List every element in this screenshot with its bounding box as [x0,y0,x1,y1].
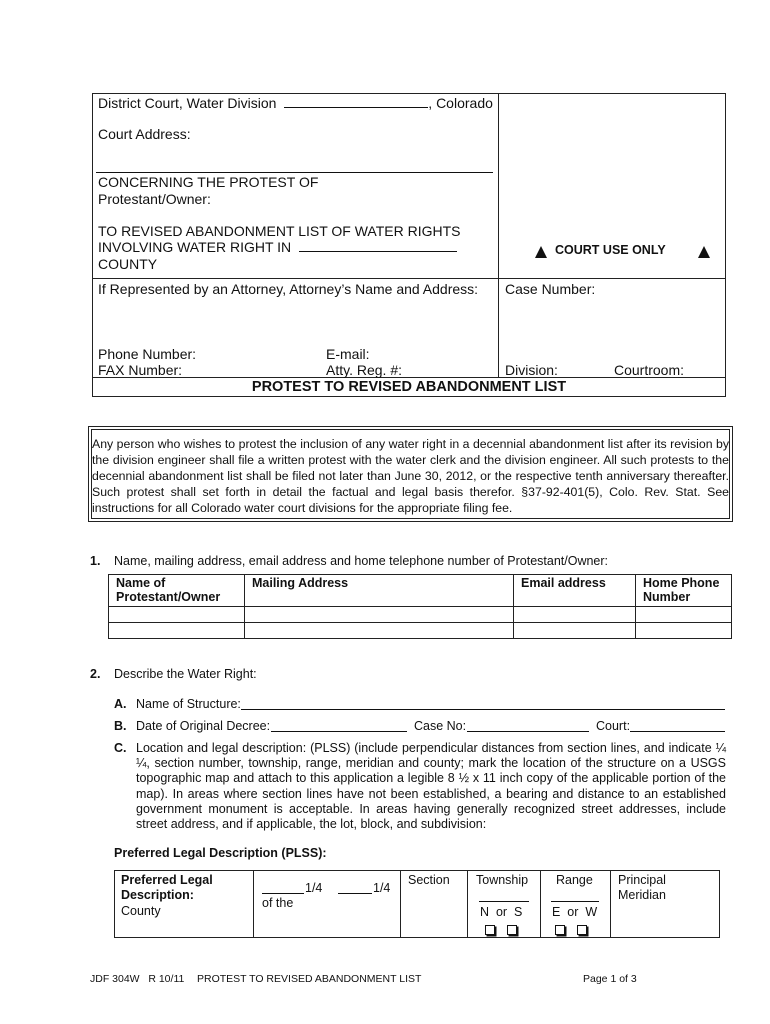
phone-label: Phone Number: [98,346,197,362]
header-home-phone: Home Phone Number [636,575,732,607]
township-checkboxes [479,921,523,936]
cell-phone[interactable] [636,607,732,623]
plss-range-label: Range [556,873,593,887]
preferred-legal-heading: Preferred Legal Description (PLSS): [114,846,327,860]
cell-name[interactable] [109,623,245,639]
colorado-label: , Colorado [428,95,493,111]
plss-of-the-label: of the [262,896,294,910]
case-no-field[interactable] [467,731,589,732]
structure-name-label: Name of Structure: [136,697,241,711]
plss-section-label: Section [408,873,450,887]
section2-number: 2. [90,667,101,681]
header-email: Email address [514,575,636,607]
range-field[interactable] [551,901,599,902]
location-description-text: Location and legal description: (PLSS) (include perpendicular distances from section lines, and indicate ¼ ¼, section number, township, range, meridian and county; mark the location of the structure on a USGS topographic map and attach to this application a legible 8 ½ x 11 inch copy of the applicable portion of the map). In areas where section lines have not been established, a bearing and distance to an established government monument is acceptable. In areas having generally recognized street addresses, include street address, and if applicable, the lot, block, and subdivision: [136,741,726,832]
plss-township-label: Township [476,873,529,887]
south-checkbox[interactable] [507,925,517,935]
court-address-field[interactable] [96,172,493,173]
footer-page-number: Page 1 of 3 [583,973,637,985]
west-checkbox[interactable] [577,925,587,935]
court-label: Court: [596,719,631,733]
notice-text: Any person who wishes to protest the inclusion of any water right in a decennial abandonment list after its revision by the division engineer shall file a written protest with the water clerk and the division engineer. All such protests to the decennial abandonment list shall be filed not later than June 30, 2012, or the respective tenth anniversary thereafter. Such protest shall set forth in detail the factual and legal basis therefor. §37-92-401(5), Colo. Rev. Stat. See instructions for all Colorado water court divisions for the appropriate filing fee. [92,437,729,515]
caption-divider [498,93,499,378]
cell-name[interactable] [109,607,245,623]
court-line [98,95,493,111]
revised-list-line1: TO REVISED ABANDONMENT LIST OF WATER RIGHTS [98,223,461,239]
cell-email[interactable] [514,623,636,639]
plss-divider-4 [540,870,541,938]
quarter1-field[interactable] [262,893,304,894]
court-field[interactable] [630,731,725,732]
concerning-label: CONCERNING THE PROTEST OF [98,174,319,190]
revised-list-line3: COUNTY [98,256,158,272]
triangle-right-icon [698,246,710,261]
table-row[interactable] [109,607,732,623]
section1-text: Name, mailing address, email address and home telephone number of Protestant/Owner: [114,554,609,568]
north-checkbox[interactable] [485,925,495,935]
section1-number: 1. [90,554,101,568]
quarter2-field[interactable] [338,893,372,894]
owners-header-row [109,575,732,607]
plss-e-or-w-label: E or W [552,905,598,919]
structure-name-field[interactable] [241,709,725,710]
court-line-label: District Court, Water Division [98,95,277,111]
county-field[interactable] [299,239,457,252]
revised-list-line2 [98,239,457,255]
case-number-label: Case Number: [505,281,596,297]
plss-divider-1 [253,870,254,938]
range-checkboxes [549,921,593,936]
court-use-only-label: COURT USE ONLY [555,243,666,257]
fax-label: FAX Number: [98,362,183,378]
triangle-left-icon [535,246,547,261]
plss-divider-5 [610,870,611,938]
protestant-label: Protestant/Owner: [98,191,211,207]
header-mailing-address: Mailing Address [245,575,514,607]
attorney-label: If Represented by an Attorney, Attorney’s Name and Address: [98,281,479,297]
decree-date-field[interactable] [271,731,407,732]
case-no-label: Case No: [414,719,467,733]
item-b-letter: B. [114,719,127,733]
atty-reg-label: Atty. Reg. #: [326,362,402,378]
section2-text: Describe the Water Right: [114,667,257,681]
plss-quarter2-label: 1/4 [373,881,391,895]
cell-phone[interactable] [636,623,732,639]
plss-divider-3 [467,870,468,938]
plss-quarter1-label: 1/4 [305,881,323,895]
revised-list-line2-text: INVOLVING WATER RIGHT IN [98,239,292,255]
owners-table [108,574,732,639]
plss-divider-2 [400,870,401,938]
footer-form-id: JDF 304W R 10/11 [90,973,185,985]
plss-meridian-label: Principal Meridian [618,873,666,902]
cell-mailing[interactable] [245,623,514,639]
court-address-label: Court Address: [98,126,191,142]
plss-county-label: County [121,904,161,918]
cell-mailing[interactable] [245,607,514,623]
division-label: Division: [505,362,558,378]
header-name: Name of Protestant/Owner [109,575,245,607]
water-division-field[interactable] [284,95,428,108]
item-a-letter: A. [114,697,127,711]
form-title: PROTEST TO REVISED ABANDONMENT LIST [251,379,567,395]
courtroom-label: Courtroom: [614,362,685,378]
east-checkbox[interactable] [555,925,565,935]
plss-n-or-s-label: N or S [480,905,523,919]
decree-date-label: Date of Original Decree: [136,719,271,733]
footer-form-title: PROTEST TO REVISED ABANDONMENT LIST [197,973,422,985]
cell-email[interactable] [514,607,636,623]
attorney-row-line [92,278,726,279]
table-row[interactable] [109,623,732,639]
email-label: E-mail: [326,346,370,362]
township-field[interactable] [479,901,529,902]
plss-pref-label: Preferred Legal Description: [121,873,213,902]
item-c-letter: C. [114,741,127,755]
